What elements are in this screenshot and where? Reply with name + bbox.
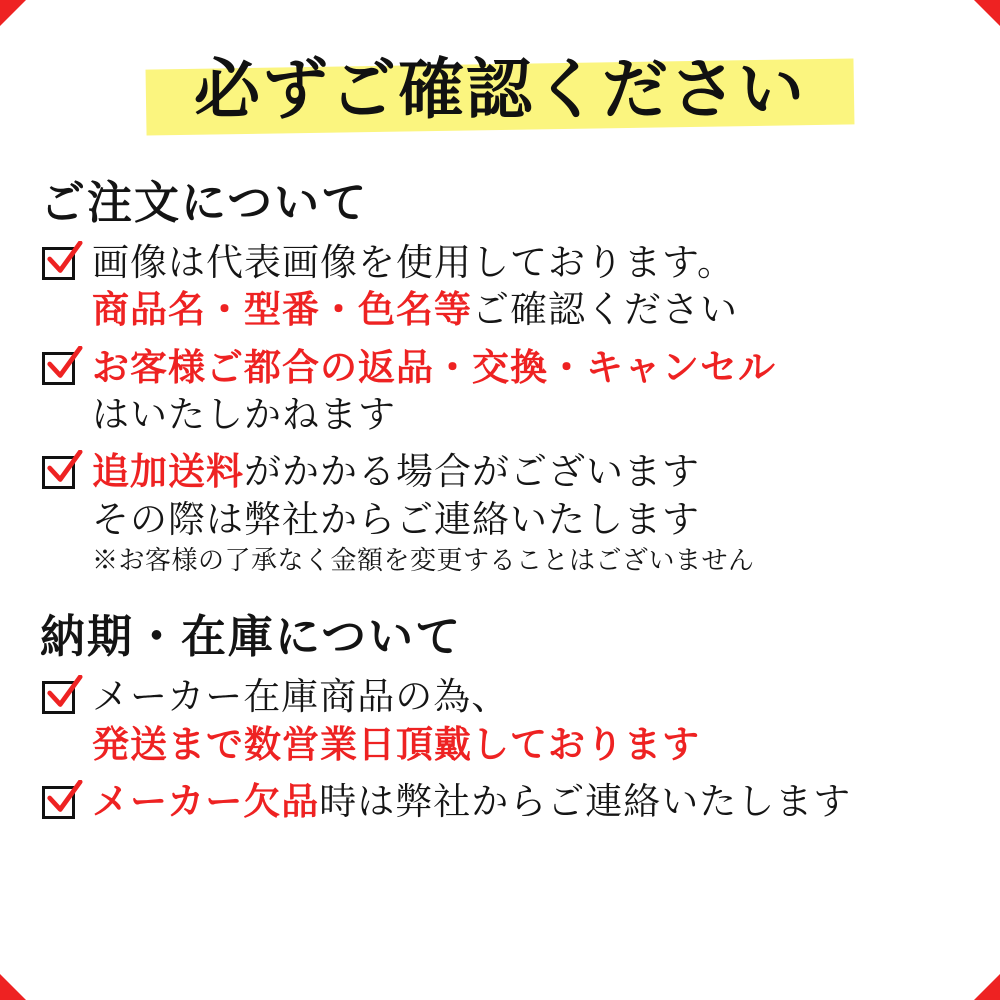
notice-footnote [92, 545, 966, 578]
notice-text-line [92, 344, 966, 391]
emphasis-text: 追加送料 [92, 449, 244, 494]
body-text: メーカー在庫商品の為、 [92, 675, 510, 719]
body-text: その際は弊社からご連絡いたします [92, 497, 700, 541]
notice-list-item [42, 673, 966, 768]
notice-text-line [92, 391, 966, 438]
notice-text-block [92, 448, 966, 578]
notice-list-item [42, 344, 966, 439]
check-mark-icon [45, 241, 83, 279]
checkbox-checked-icon [42, 350, 82, 390]
page-title: 必ずご確認ください [194, 50, 806, 128]
sections-container [34, 166, 966, 826]
body-text: はいたしかねます [92, 393, 396, 437]
body-text: ※お客様の了承なく金額を変更することはございません [92, 546, 755, 577]
checkbox-checked-icon [42, 679, 82, 719]
notice-list-item [42, 778, 966, 825]
notice-text-block [92, 673, 966, 768]
notice-text-block [92, 239, 966, 334]
notice-text-line [92, 721, 966, 768]
notice-list-item [42, 448, 966, 578]
checkbox-checked-icon [42, 784, 82, 824]
check-mark-icon [45, 675, 83, 713]
emphasis-text: 発送まで数営業日頂戴しております [92, 721, 700, 766]
notice-text-line [92, 778, 966, 825]
section-heading: 納期・在庫について [40, 610, 463, 664]
notice-list-item [42, 239, 966, 334]
check-mark-icon [45, 780, 83, 818]
check-mark-icon [45, 450, 83, 488]
check-mark-icon [45, 346, 83, 384]
notice-text-line [92, 673, 966, 720]
notice-text-block [92, 344, 966, 439]
body-text: 時は弊社からご連絡いたします [319, 780, 852, 824]
notice-text-line [92, 239, 966, 286]
emphasis-text: お客様ご都合の返品・交換・キャンセル [92, 344, 776, 389]
notice-text-line [92, 496, 966, 543]
emphasis-text: メーカー欠品 [92, 779, 320, 824]
checkbox-checked-icon [42, 245, 82, 285]
body-text: ご確認ください [472, 288, 738, 332]
body-text: 画像は代表画像を使用しております。 [92, 241, 736, 284]
headline-block [34, 42, 966, 152]
body-text: がかかる場合がございます [244, 450, 700, 494]
notice-text-line [92, 286, 966, 333]
section-heading: ご注文について [40, 176, 369, 229]
checkbox-checked-icon [42, 454, 82, 494]
emphasis-text: 商品名・型番・色名等 [92, 287, 472, 332]
notice-text-block [92, 778, 966, 825]
notice-text-line [92, 448, 966, 495]
